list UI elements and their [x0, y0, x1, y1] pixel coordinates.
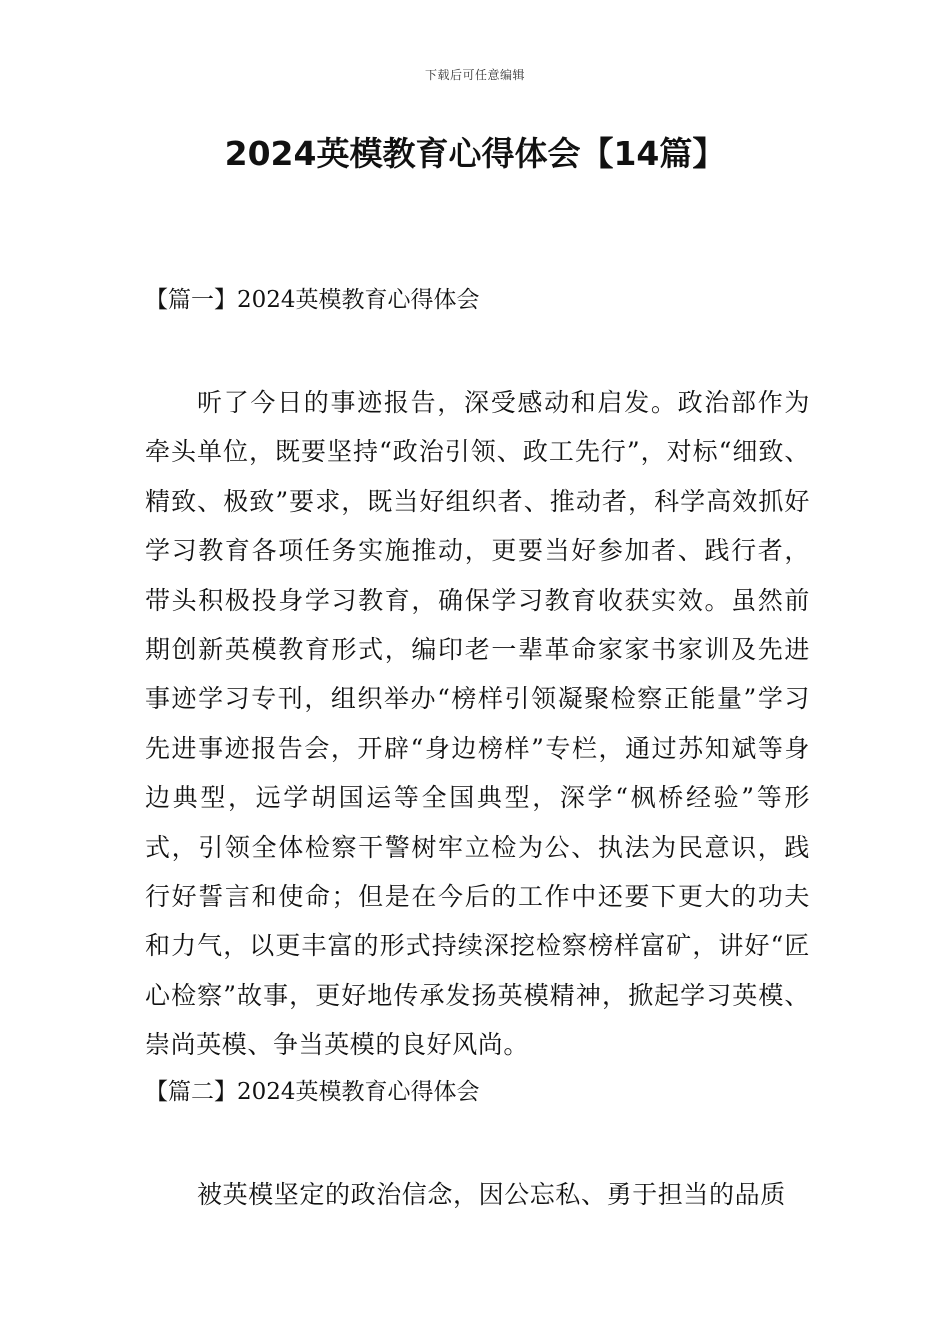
- section-heading-2: 【篇二】2024英模教育心得体会: [145, 1078, 480, 1105]
- section-paragraph-2: 被英模坚定的政治信念，因公忘私、勇于担当的品质: [197, 1179, 786, 1209]
- document-title: 2024英模教育心得体会【14篇】: [224, 134, 726, 173]
- section-heading-1: 【篇一】2024英模教育心得体会: [145, 287, 480, 313]
- document-body: [145, 280, 810, 1219]
- section-paragraph-1: 听了今日的事迹报告，深受感动和启发。政治部作为牵头单位，既要坚持“政治引领、政工先行”，对标“细致、精致、极致”要求，既当好组织者、推动者，科学高效抓好学习教育各项任务实施推动，更要当好参加者、践行者，带头积极投身学习教育，确保学习教育收获实效。虽然前期创新英模教育形式，编印老一辈革命家家书家训及先进事迹学习专刊，组织举办“榜样引领凝聚检察正能量”学习先进事迹报告会，开辟“身边榜样”专栏，通过苏知斌等身边典型，远学胡国运等全国典型，深学“枫桥经验”等形式，引领全体检察干警树牢立检为公、执法为民意识，践行好誓言和使命；但是在今后的工作中还要下更大的功夫和力气，以更丰富的形式持续深挖检察榜样富矿，讲好“匠心检察”故事，更好地传承发扬英模精神，掀起学习英模、崇尚英模、争当英模的良好风尚。: [145, 388, 810, 1060]
- header-note: 下载后可任意编辑: [424, 68, 525, 82]
